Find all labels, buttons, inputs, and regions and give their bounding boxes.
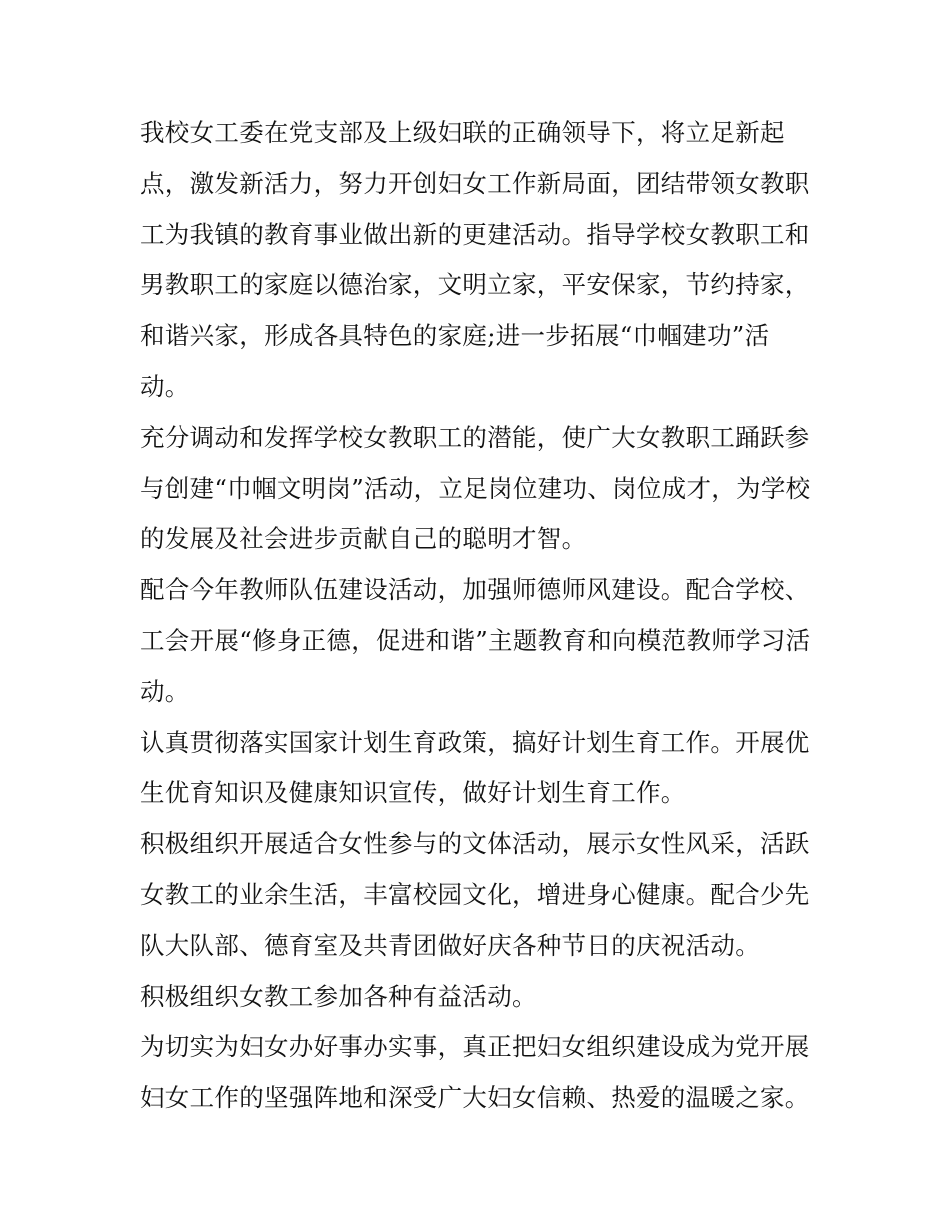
text-line: 生优育知识及健康知识宣传，做好计划生育工作。 xyxy=(140,778,686,808)
document-body xyxy=(140,108,820,1124)
text-line: 认真贯彻落实国家计划生育政策，搞好计划生育工作。开展优 xyxy=(140,727,810,757)
text-line: 积极组织开展适合女性参与的文体活动，展示女性风采，活跃 xyxy=(140,829,810,859)
text-line: 和谐兴家，形成各具特色的家庭;进一步拓展“巾帼建功”活 xyxy=(140,321,770,351)
text-line: 充分调动和发挥学校女教职工的潜能，使广大女教职工踊跃参 xyxy=(140,422,810,452)
paragraph-beneficial-activities xyxy=(140,972,820,1023)
paragraph-staff-potential xyxy=(140,413,820,565)
text-line: 与创建“巾帼文明岗”活动，立足岗位建功、岗位成才，为学校 xyxy=(140,473,811,503)
text-line: 工会开展“修身正德，促进和谐”主题教育和向模范教师学习活 xyxy=(140,625,811,655)
text-line: 男教职工的家庭以德治家，文明立家，平安保家，节约持家， xyxy=(140,270,810,300)
paragraph-cultural-activities xyxy=(140,819,820,971)
text-line: 动。 xyxy=(140,676,190,706)
paragraph-womens-home xyxy=(140,1022,820,1124)
text-line: 的发展及社会进步贡献自己的聪明才智。 xyxy=(140,524,587,554)
text-line: 队大队部、德育室及共青团做好庆各种节日的庆祝活动。 xyxy=(140,930,760,960)
text-line: 点，激发新活力，努力开创妇女工作新局面，团结带领女教职 xyxy=(140,168,810,198)
text-line: 配合今年教师队伍建设活动，加强师德师风建设。配合学校、 xyxy=(140,575,810,605)
paragraph-teacher-ethics xyxy=(140,565,820,717)
text-line: 积极组织女教工参加各种有益活动。 xyxy=(140,981,537,1011)
paragraph-womens-committee-work xyxy=(140,108,820,413)
text-line: 我校女工委在党支部及上级妇联的正确领导下，将立足新起 xyxy=(140,118,785,147)
text-line: 女教工的业余生活，丰富校园文化，增进身心健康。配合少先 xyxy=(140,879,810,909)
paragraph-family-planning xyxy=(140,718,820,820)
text-line: 为切实为妇女办好事办实事，真正把妇女组织建设成为党开展 xyxy=(140,1032,810,1062)
text-line: 妇女工作的坚强阵地和深受广大妇女信赖、热爱的温暖之家。 xyxy=(140,1083,810,1113)
text-line: 动。 xyxy=(140,371,190,401)
text-line: 工为我镇的教育事业做出新的更建活动。指导学校女教职工和 xyxy=(140,219,810,249)
